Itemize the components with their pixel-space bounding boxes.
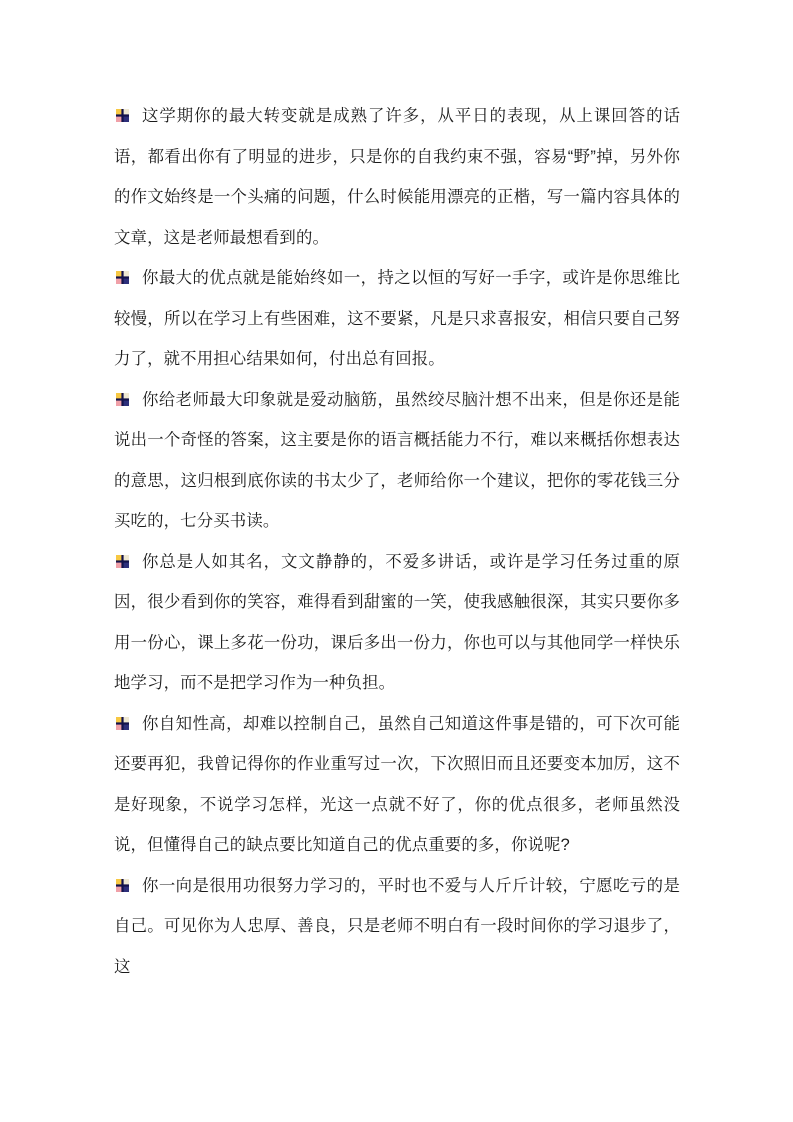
paragraph-text: 你自知性高，却难以控制自己，虽然自己知道这件事是错的，可下次可能还要再犯，我曾记得你的作业重写过一次，下次照旧而且还要变本加厉，这不是好现象，不说学习怎样，光这一点就不好了，你的优点很多，老师虽然没说，但懂得自己的缺点要比知道自己的优点重要的多，你说呢? xyxy=(114,714,680,854)
bulleted-paragraph xyxy=(114,380,680,542)
four-color-cross-bullet-icon xyxy=(116,717,129,730)
bulleted-paragraph xyxy=(114,258,680,380)
paragraph-text: 这学期你的最大转变就是成熟了许多，从平日的表现，从上课回答的话语，都看出你有了明显的进步，只是你的自我约束不强，容易“野”掉，另外你的作文始终是一个头痛的问题，什么时候能用漂亮的正楷，写一篇内容具体的文章，这是老师最想看到的。 xyxy=(114,107,680,247)
paragraph-text: 你总是人如其名，文文静静的，不爱多讲话，或许是学习任务过重的原因，很少看到你的笑容，难得看到甜蜜的一笑，使我感触很深，其实只要你多用一份心，课上多花一份功，课后多出一份力，你也可以与其他同学一样快乐地学习，而不是把学习作为一种负担。 xyxy=(114,552,680,692)
four-color-cross-bullet-icon xyxy=(116,879,129,892)
four-color-cross-bullet-icon xyxy=(116,271,129,284)
bulleted-paragraph xyxy=(114,96,680,258)
bulleted-paragraph xyxy=(114,866,680,988)
four-color-cross-bullet-icon xyxy=(116,109,129,122)
bulleted-paragraph xyxy=(114,542,680,704)
four-color-cross-bullet-icon xyxy=(116,555,129,568)
document-body xyxy=(114,96,680,987)
four-color-cross-bullet-icon xyxy=(116,393,129,406)
paragraph-text: 你最大的优点就是能始终如一，持之以恒的写好一手字，或许是你思维比较慢，所以在学习上有些困难，这不要紧，凡是只求喜报安，相信只要自己努力了，就不用担心结果如何，付出总有回报。 xyxy=(114,269,680,368)
paragraph-text: 你给老师最大印象就是爱动脑筋，虽然绞尽脑汁想不出来，但是你还是能说出一个奇怪的答案，这主要是你的语言概括能力不行，难以来概括你想表达的意思，这归根到底你读的书太少了，老师给你一个建议，把你的零花钱三分买吃的，七分买书读。 xyxy=(114,390,680,530)
bulleted-paragraph xyxy=(114,704,680,866)
paragraph-text: 你一向是很用功很努力学习的，平时也不爱与人斤斤计较，宁愿吃亏的是自己。可见你为人忠厚、善良，只是老师不明白有一段时间你的学习退步了，这 xyxy=(114,876,680,976)
